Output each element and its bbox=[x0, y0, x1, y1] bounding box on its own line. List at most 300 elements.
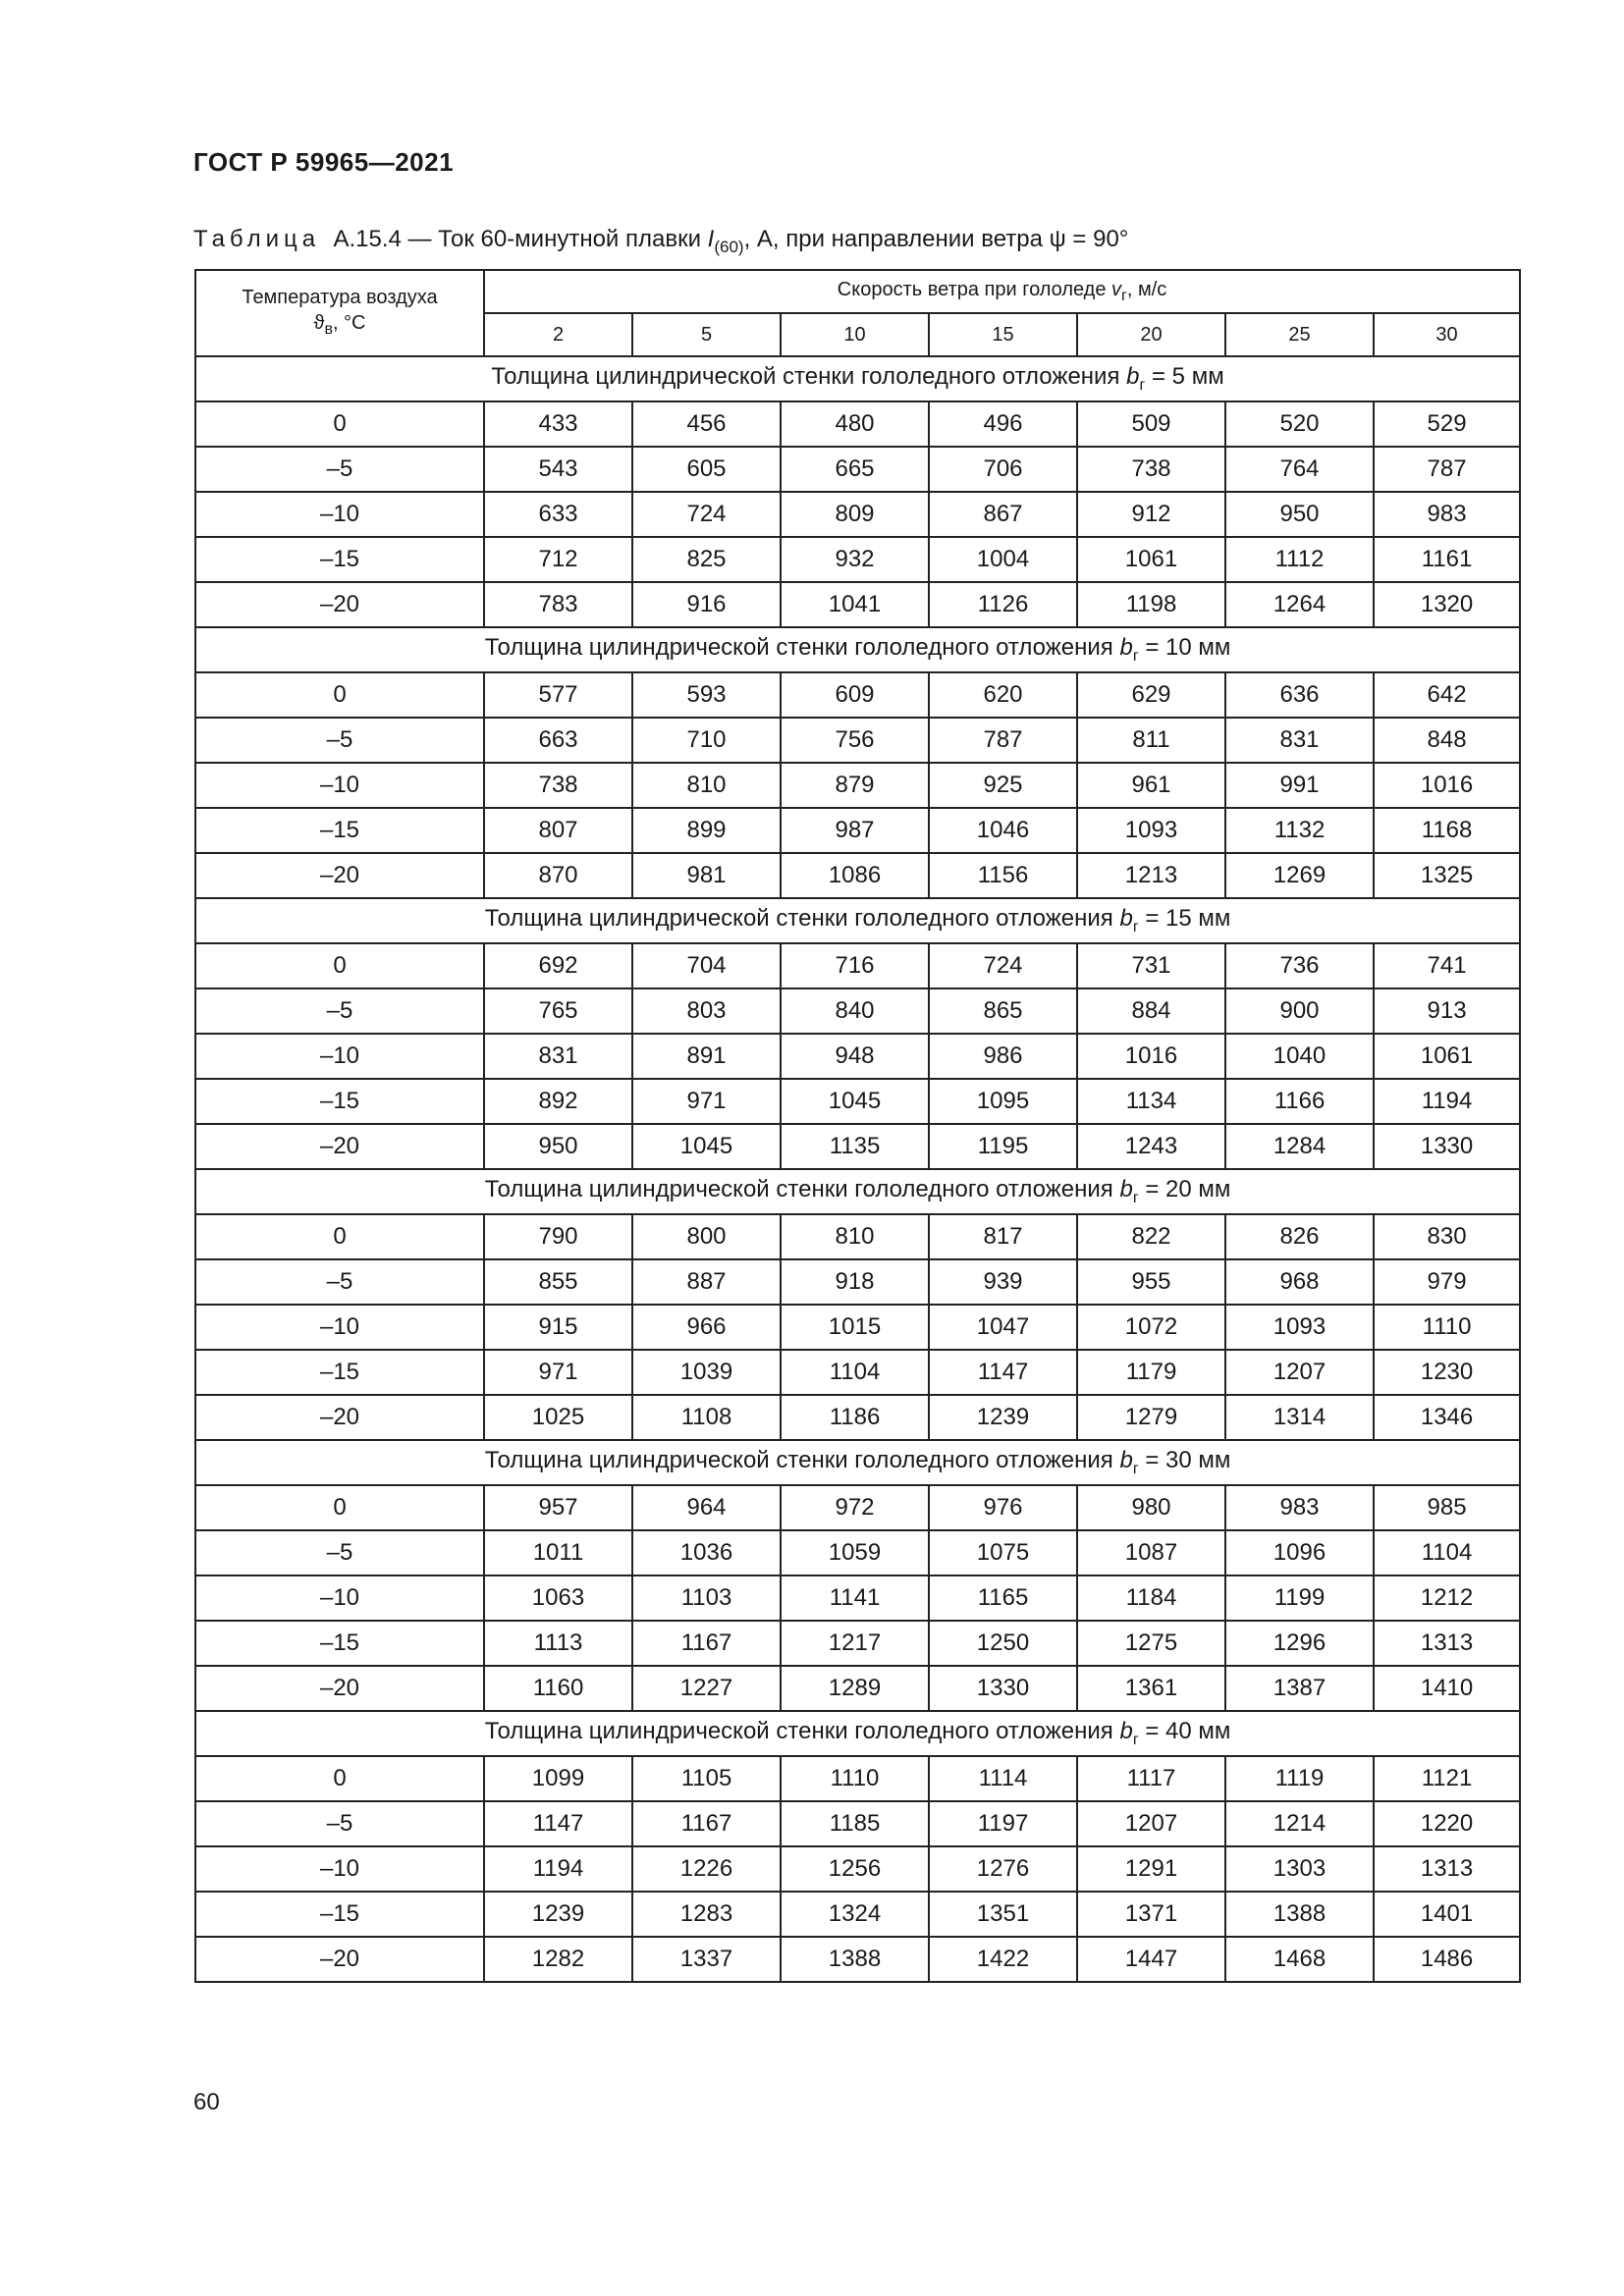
current-value-cell: 1276 bbox=[929, 1846, 1077, 1892]
current-value-cell: 642 bbox=[1374, 672, 1520, 718]
current-value-cell: 764 bbox=[1225, 447, 1374, 492]
table-row bbox=[195, 1892, 1520, 1937]
current-value-cell: 712 bbox=[484, 537, 632, 582]
current-value-cell: 1388 bbox=[781, 1937, 929, 1982]
table-row bbox=[195, 1530, 1520, 1575]
table-row bbox=[195, 718, 1520, 763]
temperature-cell: –20 bbox=[195, 853, 484, 898]
current-value-cell: 1256 bbox=[781, 1846, 929, 1892]
temperature-cell: –15 bbox=[195, 1079, 484, 1124]
current-value-cell: 704 bbox=[632, 943, 781, 988]
current-value-cell: 456 bbox=[632, 401, 781, 447]
table-row bbox=[195, 1034, 1520, 1079]
table-row bbox=[195, 1621, 1520, 1666]
table-row bbox=[195, 582, 1520, 627]
current-value-cell: 1401 bbox=[1374, 1892, 1520, 1937]
current-value-cell: 991 bbox=[1225, 763, 1374, 808]
temperature-cell: –5 bbox=[195, 447, 484, 492]
temperature-cell: –15 bbox=[195, 537, 484, 582]
wind-speed-header bbox=[484, 270, 1520, 313]
current-value-cell: 1282 bbox=[484, 1937, 632, 1982]
current-value-cell: 1283 bbox=[632, 1892, 781, 1937]
current-value-cell: 870 bbox=[484, 853, 632, 898]
current-value-cell: 1387 bbox=[1225, 1666, 1374, 1711]
current-value-cell: 1199 bbox=[1225, 1575, 1374, 1621]
current-value-cell: 1320 bbox=[1374, 582, 1520, 627]
current-value-cell: 983 bbox=[1225, 1485, 1374, 1530]
current-value-cell: 509 bbox=[1077, 401, 1225, 447]
current-value-cell: 1045 bbox=[781, 1079, 929, 1124]
table-row bbox=[195, 1756, 1520, 1801]
current-value-cell: 520 bbox=[1225, 401, 1374, 447]
current-value-cell: 1198 bbox=[1077, 582, 1225, 627]
current-value-cell: 948 bbox=[781, 1034, 929, 1079]
current-value-cell: 1119 bbox=[1225, 1756, 1374, 1801]
current-value-cell: 971 bbox=[484, 1350, 632, 1395]
current-value-cell: 1016 bbox=[1077, 1034, 1225, 1079]
current-value-cell: 1110 bbox=[781, 1756, 929, 1801]
section-symbol: b bbox=[1119, 1176, 1133, 1203]
section-symbol: b bbox=[1119, 905, 1133, 933]
caption-symbol-sub: (60) bbox=[714, 237, 744, 256]
current-value-cell: 1117 bbox=[1077, 1756, 1225, 1801]
current-value-cell: 983 bbox=[1374, 492, 1520, 537]
page-number: 60 bbox=[193, 2089, 220, 2115]
table-row bbox=[195, 943, 1520, 988]
current-value-cell: 966 bbox=[632, 1305, 781, 1350]
current-value-cell: 1269 bbox=[1225, 853, 1374, 898]
current-value-cell: 1103 bbox=[632, 1575, 781, 1621]
table-row bbox=[195, 1259, 1520, 1305]
current-value-cell: 692 bbox=[484, 943, 632, 988]
current-value-cell: 976 bbox=[929, 1485, 1077, 1530]
table-row bbox=[195, 1485, 1520, 1530]
temperature-cell: –20 bbox=[195, 582, 484, 627]
temperature-cell: –10 bbox=[195, 1575, 484, 1621]
wind-unit: , м/с bbox=[1126, 278, 1167, 300]
current-value-cell: 1330 bbox=[929, 1666, 1077, 1711]
section-row bbox=[195, 356, 1520, 401]
current-value-cell: 830 bbox=[1374, 1214, 1520, 1259]
current-value-cell: 790 bbox=[484, 1214, 632, 1259]
current-value-cell: 985 bbox=[1374, 1485, 1520, 1530]
wind-header-prefix: Скорость ветра при гололеде bbox=[837, 278, 1112, 300]
table-row bbox=[195, 763, 1520, 808]
current-value-cell: 1093 bbox=[1225, 1305, 1374, 1350]
section-thickness: = 10 мм bbox=[1138, 634, 1231, 662]
current-value-cell: 1168 bbox=[1374, 808, 1520, 853]
section-prefix: Толщина цилиндрической стенки гололедного отложения bbox=[484, 1718, 1120, 1745]
section-thickness: = 20 мм bbox=[1138, 1176, 1231, 1203]
current-value-cell: 741 bbox=[1374, 943, 1520, 988]
temperature-cell: –15 bbox=[195, 808, 484, 853]
current-value-cell: 1227 bbox=[632, 1666, 781, 1711]
current-value-cell: 1016 bbox=[1374, 763, 1520, 808]
current-value-cell: 1212 bbox=[1374, 1575, 1520, 1621]
table-row bbox=[195, 401, 1520, 447]
current-value-cell: 605 bbox=[632, 447, 781, 492]
current-value-cell: 1197 bbox=[929, 1801, 1077, 1846]
current-value-cell: 1179 bbox=[1077, 1350, 1225, 1395]
section-prefix: Толщина цилиндрической стенки гололедного отложения bbox=[491, 363, 1127, 391]
temperature-cell: 0 bbox=[195, 672, 484, 718]
table-row bbox=[195, 988, 1520, 1034]
section-row bbox=[195, 1169, 1520, 1214]
current-value-cell: 629 bbox=[1077, 672, 1225, 718]
current-value-cell: 848 bbox=[1374, 718, 1520, 763]
current-value-cell: 1207 bbox=[1225, 1350, 1374, 1395]
current-value-cell: 1040 bbox=[1225, 1034, 1374, 1079]
current-value-cell: 731 bbox=[1077, 943, 1225, 988]
current-value-cell: 529 bbox=[1374, 401, 1520, 447]
current-value-cell: 1346 bbox=[1374, 1395, 1520, 1440]
section-prefix: Толщина цилиндрической стенки гололедного отложения bbox=[484, 634, 1120, 662]
current-value-cell: 1110 bbox=[1374, 1305, 1520, 1350]
current-value-cell: 1486 bbox=[1374, 1937, 1520, 1982]
temperature-cell: –20 bbox=[195, 1937, 484, 1982]
section-thickness: = 15 мм bbox=[1138, 905, 1231, 933]
current-value-cell: 884 bbox=[1077, 988, 1225, 1034]
current-value-cell: 1214 bbox=[1225, 1801, 1374, 1846]
current-value-cell: 968 bbox=[1225, 1259, 1374, 1305]
current-value-cell: 891 bbox=[632, 1034, 781, 1079]
current-value-cell: 1264 bbox=[1225, 582, 1374, 627]
current-value-cell: 1165 bbox=[929, 1575, 1077, 1621]
current-value-cell: 1279 bbox=[1077, 1395, 1225, 1440]
document-header: ГОСТ Р 59965—2021 bbox=[193, 147, 455, 177]
current-value-cell: 1126 bbox=[929, 582, 1077, 627]
section-row bbox=[195, 898, 1520, 943]
temperature-cell: –15 bbox=[195, 1621, 484, 1666]
section-title bbox=[195, 356, 1520, 401]
section-row bbox=[195, 1711, 1520, 1756]
current-value-cell: 1194 bbox=[484, 1846, 632, 1892]
current-value-cell: 1114 bbox=[929, 1756, 1077, 1801]
current-value-cell: 1167 bbox=[632, 1621, 781, 1666]
temperature-symbol: ϑ bbox=[313, 311, 325, 334]
temperature-cell: –20 bbox=[195, 1666, 484, 1711]
section-thickness: = 30 мм bbox=[1138, 1447, 1231, 1474]
current-value-cell: 724 bbox=[632, 492, 781, 537]
current-value-cell: 577 bbox=[484, 672, 632, 718]
current-value-cell: 543 bbox=[484, 447, 632, 492]
current-value-cell: 925 bbox=[929, 763, 1077, 808]
current-value-cell: 1243 bbox=[1077, 1124, 1225, 1169]
wind-speed-cell: 15 bbox=[929, 313, 1077, 356]
current-value-cell: 900 bbox=[1225, 988, 1374, 1034]
temperature-header-line1: Температура воздуха bbox=[242, 286, 438, 308]
current-value-cell: 1104 bbox=[781, 1350, 929, 1395]
table-row bbox=[195, 672, 1520, 718]
current-value-cell: 1096 bbox=[1225, 1530, 1374, 1575]
current-value-cell: 831 bbox=[484, 1034, 632, 1079]
current-value-cell: 961 bbox=[1077, 763, 1225, 808]
current-value-cell: 756 bbox=[781, 718, 929, 763]
current-value-cell: 738 bbox=[484, 763, 632, 808]
section-symbol-sub: г bbox=[1132, 1460, 1139, 1477]
current-value-cell: 1185 bbox=[781, 1801, 929, 1846]
current-value-cell: 971 bbox=[632, 1079, 781, 1124]
current-value-cell: 1351 bbox=[929, 1892, 1077, 1937]
section-symbol-sub: г bbox=[1132, 1189, 1139, 1206]
table-row bbox=[195, 1801, 1520, 1846]
current-value-cell: 916 bbox=[632, 582, 781, 627]
current-value-cell: 1303 bbox=[1225, 1846, 1374, 1892]
current-value-cell: 1186 bbox=[781, 1395, 929, 1440]
current-value-cell: 1161 bbox=[1374, 537, 1520, 582]
caption-text-after: , А, при направлении ветра ψ = 90° bbox=[743, 226, 1129, 252]
section-title bbox=[195, 898, 1520, 943]
current-value-cell: 892 bbox=[484, 1079, 632, 1124]
section-title bbox=[195, 1711, 1520, 1756]
current-value-cell: 1230 bbox=[1374, 1350, 1520, 1395]
wind-speed-cell: 2 bbox=[484, 313, 632, 356]
current-value-cell: 899 bbox=[632, 808, 781, 853]
current-value-cell: 1160 bbox=[484, 1666, 632, 1711]
section-prefix: Толщина цилиндрической стенки гололедного отложения bbox=[484, 1176, 1120, 1203]
current-value-cell: 972 bbox=[781, 1485, 929, 1530]
caption-label: Таблица bbox=[193, 226, 321, 252]
caption-text-before: — Ток 60-минутной плавки bbox=[401, 226, 708, 252]
current-value-cell: 1239 bbox=[929, 1395, 1077, 1440]
current-value-cell: 663 bbox=[484, 718, 632, 763]
wind-speed-cell: 5 bbox=[632, 313, 781, 356]
current-value-cell: 1250 bbox=[929, 1621, 1077, 1666]
current-value-cell: 1337 bbox=[632, 1937, 781, 1982]
table-row bbox=[195, 853, 1520, 898]
current-value-cell: 865 bbox=[929, 988, 1077, 1034]
current-value-cell: 1195 bbox=[929, 1124, 1077, 1169]
section-prefix: Толщина цилиндрической стенки гололедного отложения bbox=[484, 905, 1120, 933]
current-value-cell: 825 bbox=[632, 537, 781, 582]
current-value-cell: 1239 bbox=[484, 1892, 632, 1937]
header-row bbox=[195, 270, 1520, 313]
current-value-cell: 1108 bbox=[632, 1395, 781, 1440]
current-value-cell: 826 bbox=[1225, 1214, 1374, 1259]
temperature-cell: –5 bbox=[195, 718, 484, 763]
current-value-cell: 1072 bbox=[1077, 1305, 1225, 1350]
table-row bbox=[195, 1575, 1520, 1621]
current-value-cell: 1086 bbox=[781, 853, 929, 898]
current-value-cell: 1105 bbox=[632, 1756, 781, 1801]
table-row bbox=[195, 808, 1520, 853]
temperature-cell: –10 bbox=[195, 763, 484, 808]
wind-speed-cell: 20 bbox=[1077, 313, 1225, 356]
table-row bbox=[195, 492, 1520, 537]
current-value-cell: 979 bbox=[1374, 1259, 1520, 1305]
current-value-cell: 887 bbox=[632, 1259, 781, 1305]
current-value-cell: 810 bbox=[781, 1214, 929, 1259]
table-row bbox=[195, 1124, 1520, 1169]
current-value-cell: 932 bbox=[781, 537, 929, 582]
current-value-cell: 810 bbox=[632, 763, 781, 808]
current-value-cell: 1207 bbox=[1077, 1801, 1225, 1846]
wind-speed-cell: 10 bbox=[781, 313, 929, 356]
current-value-cell: 1104 bbox=[1374, 1530, 1520, 1575]
current-value-cell: 955 bbox=[1077, 1259, 1225, 1305]
current-value-cell: 939 bbox=[929, 1259, 1077, 1305]
temperature-cell: –15 bbox=[195, 1350, 484, 1395]
section-row bbox=[195, 1440, 1520, 1485]
temperature-cell: –10 bbox=[195, 1305, 484, 1350]
current-value-cell: 1447 bbox=[1077, 1937, 1225, 1982]
section-prefix: Толщина цилиндрической стенки гололедного отложения bbox=[484, 1447, 1120, 1474]
table-row bbox=[195, 1846, 1520, 1892]
current-value-cell: 1330 bbox=[1374, 1124, 1520, 1169]
section-thickness: = 40 мм bbox=[1138, 1718, 1231, 1745]
current-value-cell: 807 bbox=[484, 808, 632, 853]
current-value-cell: 1324 bbox=[781, 1892, 929, 1937]
current-value-cell: 1112 bbox=[1225, 537, 1374, 582]
current-value-cell: 1275 bbox=[1077, 1621, 1225, 1666]
temperature-cell: –10 bbox=[195, 1034, 484, 1079]
current-value-cell: 1039 bbox=[632, 1350, 781, 1395]
current-value-cell: 1047 bbox=[929, 1305, 1077, 1350]
current-value-cell: 1015 bbox=[781, 1305, 929, 1350]
current-value-cell: 1166 bbox=[1225, 1079, 1374, 1124]
table-body bbox=[195, 270, 1520, 1982]
current-value-cell: 811 bbox=[1077, 718, 1225, 763]
current-value-cell: 1410 bbox=[1374, 1666, 1520, 1711]
current-value-cell: 840 bbox=[781, 988, 929, 1034]
current-value-cell: 1041 bbox=[781, 582, 929, 627]
current-value-cell: 1284 bbox=[1225, 1124, 1374, 1169]
temperature-cell: –5 bbox=[195, 1801, 484, 1846]
current-value-cell: 1388 bbox=[1225, 1892, 1374, 1937]
current-value-cell: 1004 bbox=[929, 537, 1077, 582]
temperature-cell: –20 bbox=[195, 1395, 484, 1440]
temperature-cell: –5 bbox=[195, 988, 484, 1034]
current-value-cell: 980 bbox=[1077, 1485, 1225, 1530]
current-value-cell: 913 bbox=[1374, 988, 1520, 1034]
current-value-cell: 710 bbox=[632, 718, 781, 763]
current-value-cell: 433 bbox=[484, 401, 632, 447]
temperature-cell: –5 bbox=[195, 1259, 484, 1305]
table-row bbox=[195, 1079, 1520, 1124]
current-value-cell: 783 bbox=[484, 582, 632, 627]
current-value-cell: 787 bbox=[1374, 447, 1520, 492]
current-value-cell: 1217 bbox=[781, 1621, 929, 1666]
current-value-cell: 987 bbox=[781, 808, 929, 853]
caption-symbol: I bbox=[707, 226, 715, 252]
current-value-cell: 918 bbox=[781, 1259, 929, 1305]
current-value-cell: 1147 bbox=[484, 1801, 632, 1846]
table-row bbox=[195, 1395, 1520, 1440]
wind-speed-cell: 25 bbox=[1225, 313, 1374, 356]
temperature-cell: –5 bbox=[195, 1530, 484, 1575]
current-value-cell: 1313 bbox=[1374, 1846, 1520, 1892]
current-value-cell: 1156 bbox=[929, 853, 1077, 898]
current-value-cell: 879 bbox=[781, 763, 929, 808]
current-value-cell: 1371 bbox=[1077, 1892, 1225, 1937]
current-value-cell: 1036 bbox=[632, 1530, 781, 1575]
current-value-cell: 480 bbox=[781, 401, 929, 447]
temperature-cell: 0 bbox=[195, 943, 484, 988]
current-value-cell: 986 bbox=[929, 1034, 1077, 1079]
temperature-cell: –10 bbox=[195, 1846, 484, 1892]
current-value-cell: 817 bbox=[929, 1214, 1077, 1259]
current-value-cell: 1422 bbox=[929, 1937, 1077, 1982]
current-value-cell: 1325 bbox=[1374, 853, 1520, 898]
current-value-cell: 950 bbox=[484, 1124, 632, 1169]
current-value-cell: 1314 bbox=[1225, 1395, 1374, 1440]
current-value-cell: 765 bbox=[484, 988, 632, 1034]
temperature-cell: –20 bbox=[195, 1124, 484, 1169]
current-value-cell: 1468 bbox=[1225, 1937, 1374, 1982]
current-value-cell: 1121 bbox=[1374, 1756, 1520, 1801]
temperature-cell: 0 bbox=[195, 401, 484, 447]
section-symbol: b bbox=[1119, 634, 1133, 662]
wind-symbol-sub: г bbox=[1121, 287, 1127, 304]
section-symbol: b bbox=[1126, 363, 1140, 391]
current-value-cell: 787 bbox=[929, 718, 1077, 763]
table-row bbox=[195, 1214, 1520, 1259]
section-symbol-sub: г bbox=[1139, 376, 1146, 394]
current-value-cell: 867 bbox=[929, 492, 1077, 537]
section-symbol-sub: г bbox=[1132, 1731, 1139, 1748]
current-value-cell: 706 bbox=[929, 447, 1077, 492]
current-value-cell: 1184 bbox=[1077, 1575, 1225, 1621]
section-title bbox=[195, 1440, 1520, 1485]
current-value-cell: 800 bbox=[632, 1214, 781, 1259]
current-value-cell: 665 bbox=[781, 447, 929, 492]
table-row bbox=[195, 1305, 1520, 1350]
current-value-cell: 1113 bbox=[484, 1621, 632, 1666]
current-value-cell: 1075 bbox=[929, 1530, 1077, 1575]
current-value-cell: 1087 bbox=[1077, 1530, 1225, 1575]
caption-number: А.15.4 bbox=[333, 226, 402, 252]
section-thickness: = 5 мм bbox=[1145, 363, 1224, 391]
current-value-cell: 1063 bbox=[484, 1575, 632, 1621]
current-value-cell: 1313 bbox=[1374, 1621, 1520, 1666]
current-value-cell: 1291 bbox=[1077, 1846, 1225, 1892]
current-value-cell: 496 bbox=[929, 401, 1077, 447]
wind-speed-cell: 30 bbox=[1374, 313, 1520, 356]
temperature-cell: 0 bbox=[195, 1214, 484, 1259]
current-value-cell: 724 bbox=[929, 943, 1077, 988]
current-value-cell: 1061 bbox=[1077, 537, 1225, 582]
current-value-cell: 1093 bbox=[1077, 808, 1225, 853]
current-value-cell: 1046 bbox=[929, 808, 1077, 853]
table-row bbox=[195, 1937, 1520, 1982]
current-value-cell: 1135 bbox=[781, 1124, 929, 1169]
table-row bbox=[195, 1350, 1520, 1395]
current-value-cell: 950 bbox=[1225, 492, 1374, 537]
current-value-cell: 1296 bbox=[1225, 1621, 1374, 1666]
current-value-cell: 1226 bbox=[632, 1846, 781, 1892]
temperature-cell: 0 bbox=[195, 1485, 484, 1530]
current-value-cell: 1025 bbox=[484, 1395, 632, 1440]
current-value-cell: 964 bbox=[632, 1485, 781, 1530]
table-row bbox=[195, 537, 1520, 582]
current-value-cell: 855 bbox=[484, 1259, 632, 1305]
current-value-cell: 633 bbox=[484, 492, 632, 537]
current-value-cell: 620 bbox=[929, 672, 1077, 718]
current-value-cell: 1095 bbox=[929, 1079, 1077, 1124]
section-symbol-sub: г bbox=[1132, 647, 1139, 665]
current-value-cell: 593 bbox=[632, 672, 781, 718]
current-value-cell: 636 bbox=[1225, 672, 1374, 718]
section-symbol: b bbox=[1119, 1718, 1133, 1745]
current-value-cell: 1099 bbox=[484, 1756, 632, 1801]
current-value-cell: 738 bbox=[1077, 447, 1225, 492]
current-value-cell: 1011 bbox=[484, 1530, 632, 1575]
temperature-header bbox=[195, 270, 484, 356]
section-title bbox=[195, 627, 1520, 672]
current-value-cell: 1134 bbox=[1077, 1079, 1225, 1124]
current-value-cell: 831 bbox=[1225, 718, 1374, 763]
current-value-cell: 609 bbox=[781, 672, 929, 718]
